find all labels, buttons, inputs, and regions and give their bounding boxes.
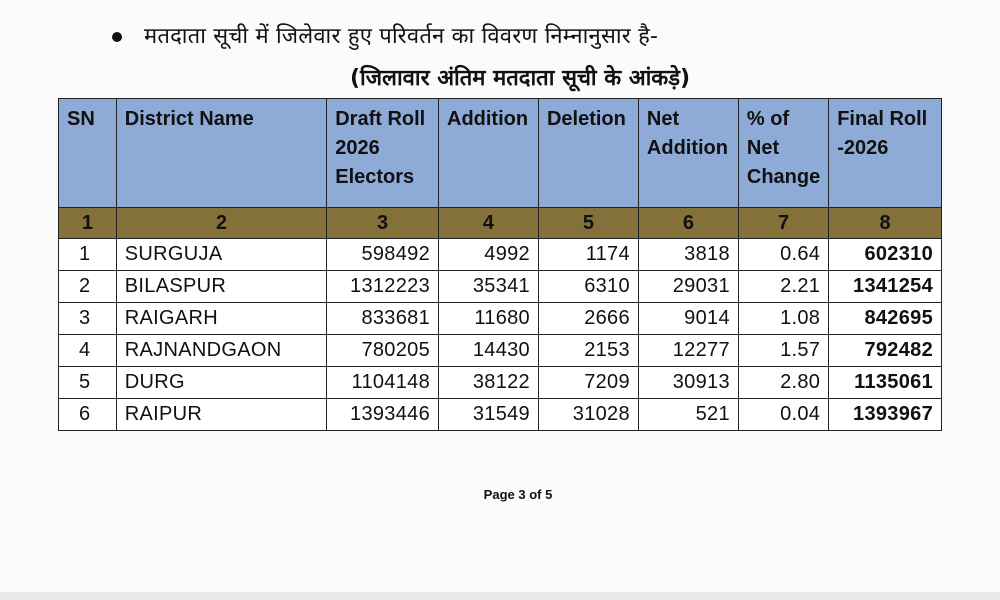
cell-draft-roll: 598492 [327, 239, 439, 271]
column-number: 4 [439, 208, 539, 239]
intro-text: मतदाता सूची में जिलेवार हुए परिवर्तन का विवरण निम्नानुसार है- [144, 24, 659, 49]
header-pct-net-change: % of Net Change [738, 99, 828, 208]
cell-pct-net-change: 0.64 [738, 239, 828, 271]
cell-district-name: DURG [116, 367, 326, 399]
column-number: 6 [638, 208, 738, 239]
cell-net-addition: 29031 [638, 271, 738, 303]
cell-deletion: 6310 [538, 271, 638, 303]
header-draft-roll: Draft Roll 2026 Electors [327, 99, 439, 208]
table-row [59, 399, 942, 431]
cell-sn: 1 [59, 239, 117, 271]
header-addition: Addition [439, 99, 539, 208]
column-number: 2 [116, 208, 326, 239]
cell-deletion: 2666 [538, 303, 638, 335]
table-row [59, 335, 942, 367]
column-number-row [59, 208, 942, 239]
column-number: 3 [327, 208, 439, 239]
district-roll-table [58, 98, 942, 431]
cell-net-addition: 9014 [638, 303, 738, 335]
cell-sn: 2 [59, 271, 117, 303]
header-district-name: District Name [116, 99, 326, 208]
table-row [59, 367, 942, 399]
column-number: 8 [829, 208, 942, 239]
cell-net-addition: 521 [638, 399, 738, 431]
page-edge [0, 592, 1000, 600]
cell-district-name: RAJNANDGAON [116, 335, 326, 367]
cell-net-addition: 3818 [638, 239, 738, 271]
cell-pct-net-change: 2.21 [738, 271, 828, 303]
cell-pct-net-change: 2.80 [738, 367, 828, 399]
cell-draft-roll: 833681 [327, 303, 439, 335]
column-number: 1 [59, 208, 117, 239]
cell-addition: 31549 [439, 399, 539, 431]
cell-final-roll: 1393967 [829, 399, 942, 431]
intro-bullet-line [112, 20, 658, 50]
cell-deletion: 7209 [538, 367, 638, 399]
cell-final-roll: 1135061 [829, 367, 942, 399]
cell-net-addition: 30913 [638, 367, 738, 399]
cell-draft-roll: 1312223 [327, 271, 439, 303]
table-row [59, 239, 942, 271]
page-number: Page 3 of 5 [483, 487, 553, 502]
cell-pct-net-change: 1.08 [738, 303, 828, 335]
cell-deletion: 1174 [538, 239, 638, 271]
cell-addition: 38122 [439, 367, 539, 399]
cell-district-name: SURGUJA [116, 239, 326, 271]
cell-district-name: RAIPUR [116, 399, 326, 431]
cell-addition: 14430 [439, 335, 539, 367]
header-net-addition: Net Addition [638, 99, 738, 208]
cell-final-roll: 1341254 [829, 271, 942, 303]
cell-final-roll: 842695 [829, 303, 942, 335]
cell-sn: 4 [59, 335, 117, 367]
column-number: 7 [738, 208, 828, 239]
cell-sn: 6 [59, 399, 117, 431]
header-deletion: Deletion [538, 99, 638, 208]
cell-deletion: 31028 [538, 399, 638, 431]
bullet-icon [112, 32, 122, 42]
cell-addition: 4992 [439, 239, 539, 271]
cell-sn: 5 [59, 367, 117, 399]
cell-draft-roll: 1393446 [327, 399, 439, 431]
table-subtitle: (जिलावार अंतिम मतदाता सूची के आंकड़े) [349, 66, 691, 91]
table-row [59, 303, 942, 335]
column-number: 5 [538, 208, 638, 239]
header-sn: SN [59, 99, 117, 208]
cell-district-name: RAIGARH [116, 303, 326, 335]
cell-net-addition: 12277 [638, 335, 738, 367]
cell-deletion: 2153 [538, 335, 638, 367]
header-final-roll: Final Roll -2026 [829, 99, 942, 208]
cell-pct-net-change: 0.04 [738, 399, 828, 431]
cell-addition: 11680 [439, 303, 539, 335]
cell-district-name: BILASPUR [116, 271, 326, 303]
cell-final-roll: 602310 [829, 239, 942, 271]
cell-sn: 3 [59, 303, 117, 335]
table-row [59, 271, 942, 303]
cell-final-roll: 792482 [829, 335, 942, 367]
table-header-row [59, 99, 942, 208]
cell-draft-roll: 1104148 [327, 367, 439, 399]
cell-pct-net-change: 1.57 [738, 335, 828, 367]
cell-addition: 35341 [439, 271, 539, 303]
cell-draft-roll: 780205 [327, 335, 439, 367]
